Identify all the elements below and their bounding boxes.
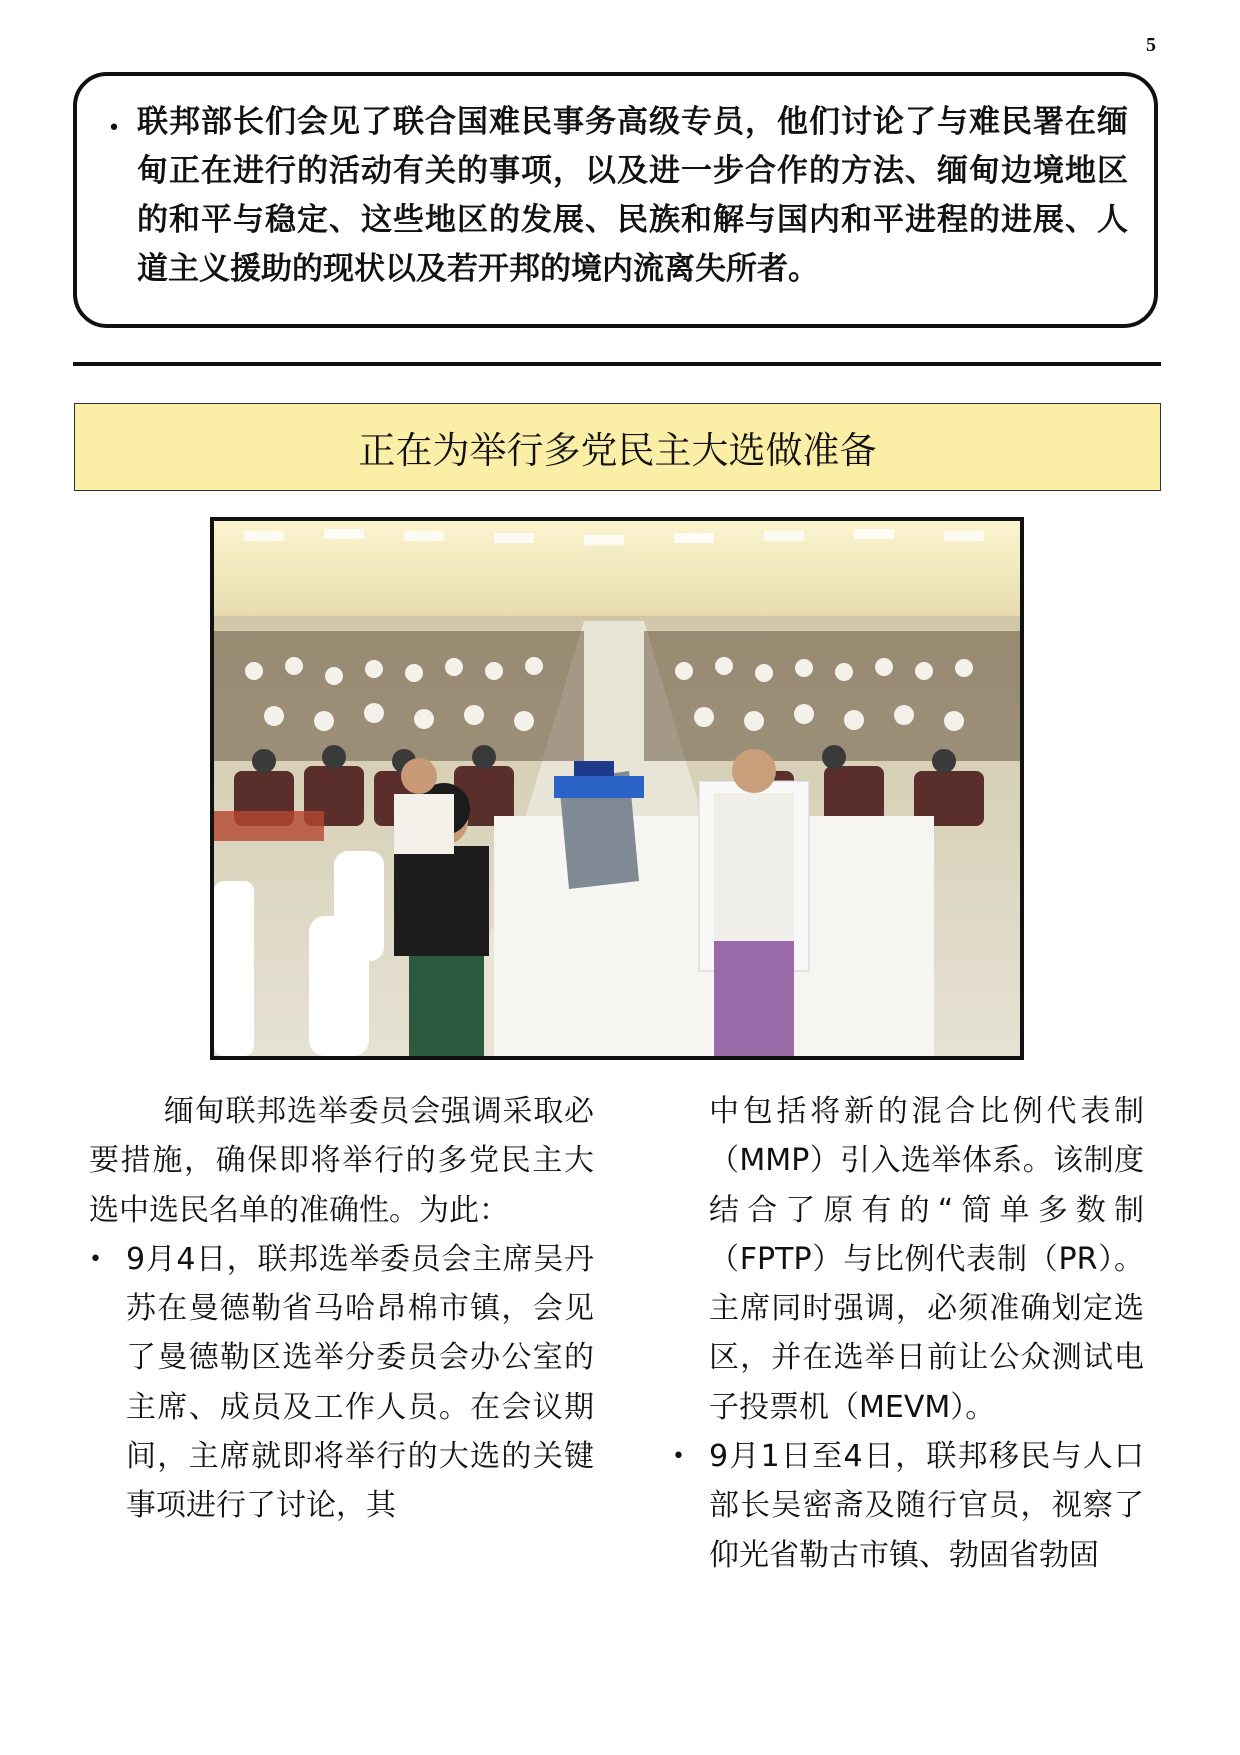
- article-column-left: [89, 1087, 594, 1531]
- article-bullet-item: [89, 1235, 594, 1531]
- bullet-spacer: [672, 1087, 709, 1432]
- article-bullet-item: [672, 1432, 1144, 1580]
- article-column-right: [672, 1087, 1144, 1580]
- bullet-icon: •: [107, 116, 121, 141]
- bullet-icon: •: [89, 1246, 102, 1272]
- page-number: 5: [1146, 34, 1156, 56]
- section-title: 正在为举行多党民主大选做准备: [74, 403, 1161, 491]
- bullet-icon: •: [672, 1444, 685, 1470]
- section-divider: [73, 362, 1161, 366]
- article-bullet-continuation: [672, 1087, 1144, 1432]
- info-box: [73, 72, 1158, 328]
- article-continuation-text: 中包括将新的混合比例代表制（MMP）引入选举体系。该制度结合了原有的“简单多数制（FPTP）与比例代表制（PR）。主席同时强调，必须准确划定选区，并在选举日前让公众测试电子投票机（MEVM）。: [709, 1094, 1144, 1425]
- photo-illustration: [214, 521, 1020, 1056]
- article-bullet-text: 9月4日，联邦选举委员会主席吴丹苏在曼德勒省马哈昂棉市镇，会见了曼德勒区选举分委员会办公室的主席、成员及工作人员。在会议期间，主席就即将举行的大选的关键事项进行了讨论，其: [126, 1241, 594, 1524]
- election-official-figure: [714, 749, 794, 1056]
- article-intro: 缅甸联邦选举委员会强调采取必要措施，确保即将举行的多党民主大选中选民名单的准确性。为此：: [89, 1094, 594, 1228]
- article-bullet-text: 9月1日至4日，联邦移民与人口部长吴密斋及随行官员，视察了仰光省勒古市镇、勃固省勃固: [709, 1439, 1144, 1573]
- election-meeting-photo: [210, 517, 1024, 1060]
- info-bullet-text: 联邦部长们会见了联合国难民事务高级专员，他们讨论了与难民署在缅甸正在进行的活动有关的事项，以及进一步合作的方法、缅甸边境地区的和平与稳定、这些地区的发展、民族和解与国内和平进程的进展、人道主义援助的现状以及若开邦的境内流离失所者。: [137, 104, 1128, 287]
- info-bullet-item: [91, 98, 1128, 294]
